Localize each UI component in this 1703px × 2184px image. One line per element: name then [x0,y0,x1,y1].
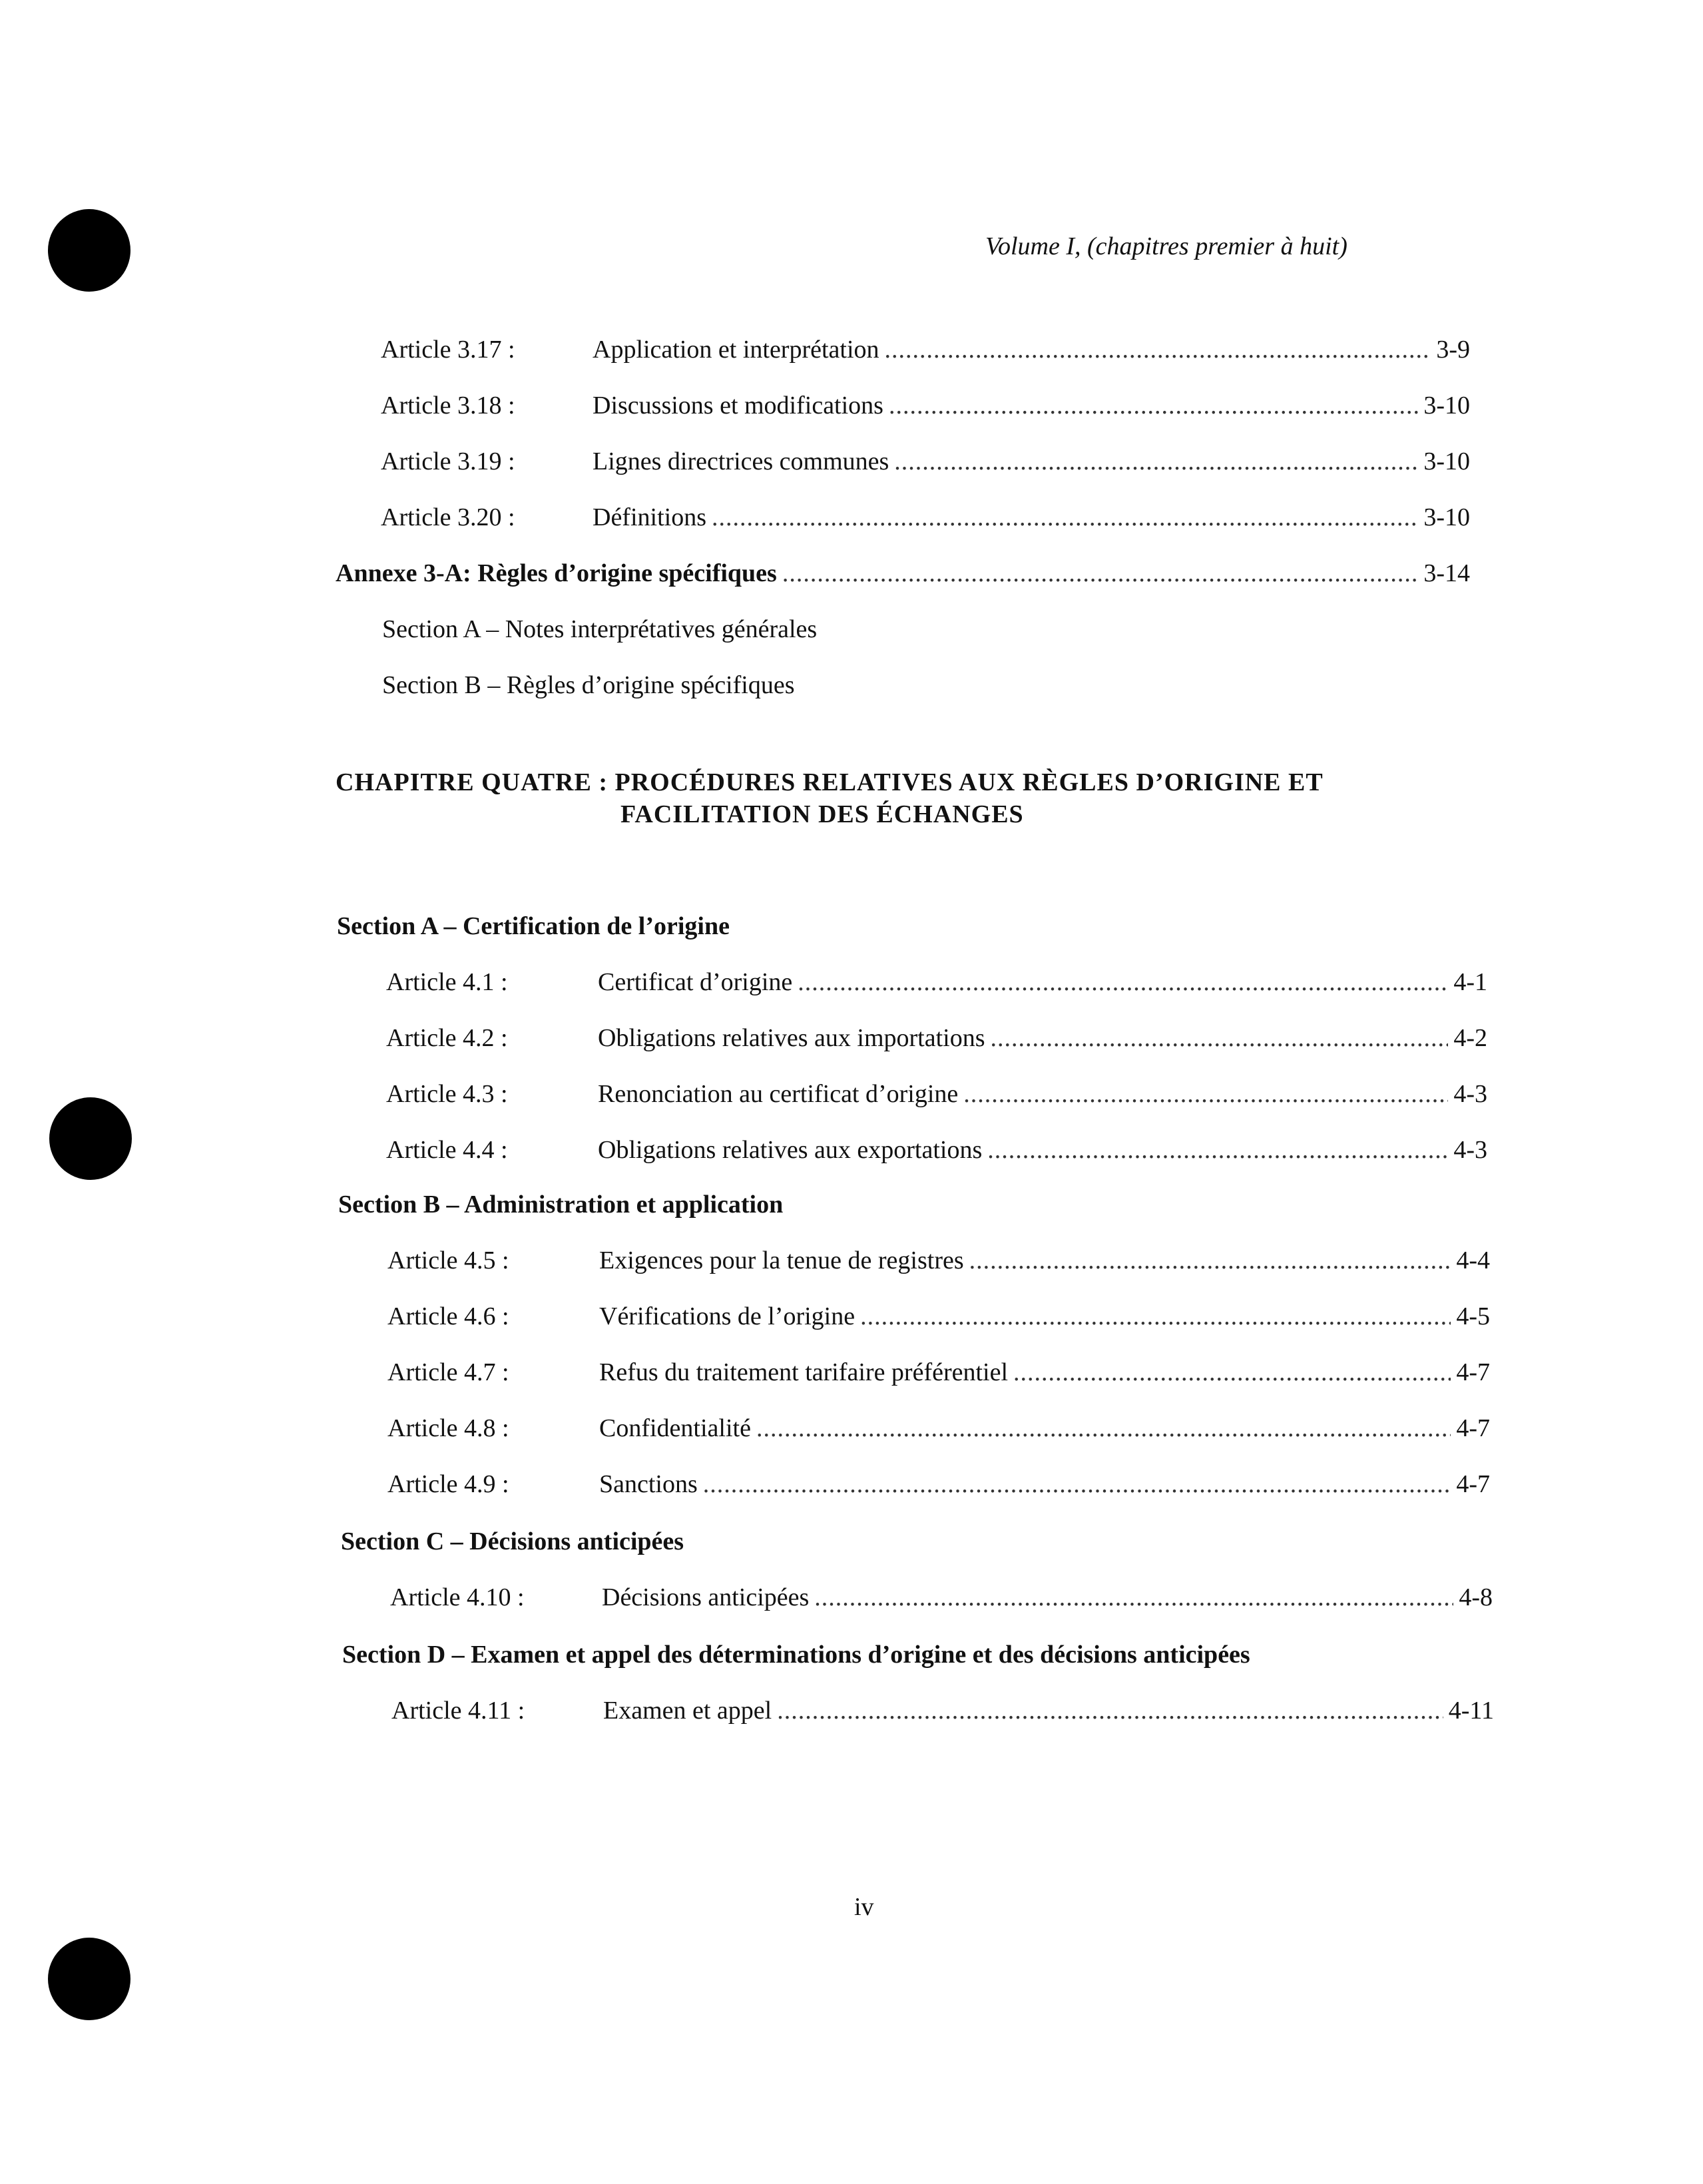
article-number: Article 4.11 : [391,1697,525,1725]
article-title: Obligations relatives aux importations [598,1024,985,1052]
chapter-title-line2: FACILITATION DES ÉCHANGES [620,800,1024,828]
article-number: Article 3.18 : [381,392,515,419]
page-number: iv [854,1893,874,1921]
article-title: Confidentialité [599,1414,751,1442]
article-number: Article 4.5 : [387,1246,509,1274]
section-heading: Section A – Certification de l’origine [337,912,730,940]
leader-dots [798,965,1448,999]
toc-row[interactable] [387,1244,1490,1277]
page-ref: 4-11 [1448,1697,1494,1725]
page-ref: 3-14 [1423,559,1470,587]
section-heading: Section C – Décisions anticipées [341,1527,684,1555]
page-ref: 4-7 [1456,1470,1490,1498]
page-ref: 4-3 [1453,1136,1487,1164]
leader-dots [756,1412,1451,1445]
article-number: Article 4.1 : [386,968,508,996]
punch-hole-top [48,209,130,292]
toc-row[interactable] [387,1412,1490,1445]
article-title: Vérifications de l’origine [599,1302,855,1330]
article-number: Article 4.9 : [387,1470,509,1498]
article-title: Définitions [593,503,706,531]
article-title: Renonciation au certificat d’origine [598,1080,959,1108]
toc-row[interactable] [387,1300,1490,1333]
leader-dots [987,1133,1448,1167]
article-number: Article 4.6 : [387,1302,509,1330]
article-title: Obligations relatives aux exportations [598,1136,983,1164]
page-ref: 3-10 [1423,503,1470,531]
article-title: Application et interprétation [593,336,879,364]
chapter-title-line1: CHAPITRE QUATRE : PROCÉDURES RELATIVES AUX RÈGLES D’ORIGINE ET [336,768,1324,796]
article-title: Exigences pour la tenue de registres [599,1246,964,1274]
page-ref: 4-4 [1456,1246,1490,1274]
annex-section: Section A – Notes interprétatives générales [382,615,818,643]
article-title: Lignes directrices communes [593,447,889,475]
toc-row[interactable] [390,1581,1493,1614]
leader-dots [703,1468,1451,1501]
toc-row[interactable] [381,501,1470,534]
page-ref: 4-3 [1453,1080,1487,1108]
article-title: Décisions anticipées [602,1583,810,1611]
page-ref: 3-9 [1436,336,1470,364]
page-ref: 4-1 [1453,968,1487,996]
toc-row[interactable] [381,389,1470,422]
article-title: Examen et appel [603,1697,772,1725]
article-title: Sanctions [599,1470,698,1498]
toc-row[interactable] [381,445,1470,478]
article-number: Article 4.8 : [387,1414,509,1442]
page-ref: 4-2 [1453,1024,1487,1052]
leader-dots [889,389,1418,422]
article-number: Article 3.20 : [381,503,515,531]
leader-dots [885,333,1431,366]
leader-dots [860,1300,1451,1333]
article-number: Article 3.17 : [381,336,515,364]
leader-dots [1013,1356,1451,1389]
toc-row[interactable] [386,1021,1487,1055]
leader-dots [969,1244,1451,1277]
page-ref: 3-10 [1423,392,1470,419]
leader-dots [782,557,1419,590]
toc-row[interactable] [386,1133,1487,1167]
toc-row[interactable] [387,1356,1490,1389]
page-ref: 3-10 [1423,447,1470,475]
page-ref: 4-5 [1456,1302,1490,1330]
article-number: Article 4.7 : [387,1358,509,1386]
punch-hole-middle [49,1097,132,1180]
page-ref: 4-7 [1456,1414,1490,1442]
article-number: Article 3.19 : [381,447,515,475]
toc-row[interactable] [381,333,1470,366]
leader-dots [963,1077,1448,1111]
page-ref: 4-7 [1456,1358,1490,1386]
annex-title: Annexe 3-A: Règles d’origine spécifiques [336,559,777,587]
article-number: Article 4.2 : [386,1024,508,1052]
article-title: Refus du traitement tarifaire préférentiel [599,1358,1009,1386]
section-heading: Section B – Administration et application [338,1191,784,1219]
article-title: Discussions et modifications [593,392,883,419]
toc-row[interactable] [391,1694,1494,1727]
toc-row[interactable] [386,965,1487,999]
page-ref: 4-8 [1459,1583,1493,1611]
annex-section: Section B – Règles d’origine spécifiques [382,671,795,699]
article-number: Article 4.4 : [386,1136,508,1164]
leader-dots [991,1021,1449,1055]
leader-dots [894,445,1418,478]
running-header: Volume I, (chapitres premier à huit) [985,232,1347,260]
leader-dots [777,1694,1443,1727]
article-number: Article 4.3 : [386,1080,508,1108]
leader-dots [814,1581,1453,1614]
leader-dots [712,501,1418,534]
toc-row-annex[interactable] [336,557,1470,590]
article-title: Certificat d’origine [598,968,793,996]
article-number: Article 4.10 : [390,1583,525,1611]
toc-row[interactable] [387,1468,1490,1501]
toc-row[interactable] [386,1077,1487,1111]
punch-hole-bottom [48,1938,130,2020]
section-heading: Section D – Examen et appel des déterminations d’origine et des décisions anticipées [342,1641,1250,1669]
